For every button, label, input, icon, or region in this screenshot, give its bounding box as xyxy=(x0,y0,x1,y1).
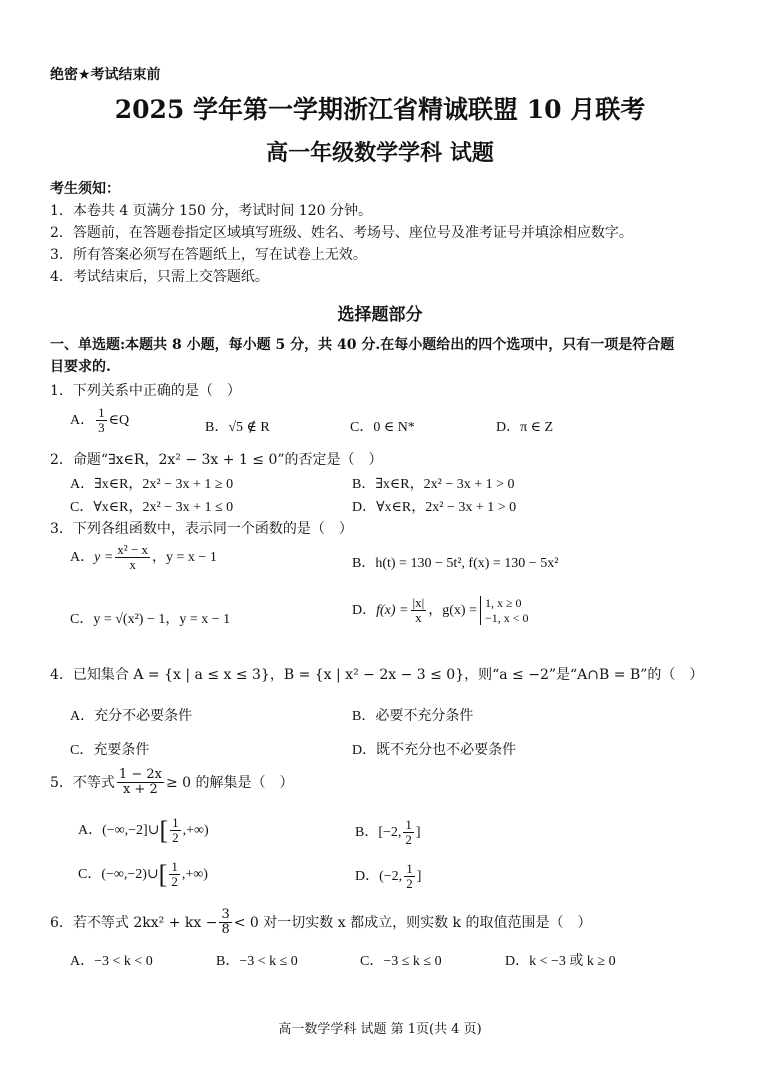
exam-subtitle: 高一年级数学学科 试题 xyxy=(266,140,494,166)
piecewise-cases: 1, x ≥ 0 −1, x < 0 xyxy=(480,596,529,625)
notice-heading: 考生须知： xyxy=(50,181,120,197)
question-2-option-a: A．∃x∈R，2x² − 3x + 1 ≥ 0 xyxy=(70,477,234,492)
question-1-option-b: B．√5 ∉ R xyxy=(205,420,270,435)
part-instructions-line2: 目要求的. xyxy=(50,359,111,375)
question-5-option-c: C．(−∞,−2)∪[ $\frac{1}{2}$ ,+∞) xyxy=(78,859,208,890)
notice-item: 3．所有答案必须写在答题纸上，写在试卷上无效。 xyxy=(50,247,367,263)
fraction: $\frac{|x|}{x}$ xyxy=(412,595,425,626)
fraction: $\frac{1}{3}$ xyxy=(98,405,105,436)
option-label: A． xyxy=(70,413,95,429)
fraction: $\frac{1}{2}$ xyxy=(406,861,413,892)
notice-item: 1．本卷共 4 页满分 150 分，考试时间 120 分钟。 xyxy=(50,203,372,219)
question-3-option-b: B．h(t) = 130 − 5t², f(x) = 130 − 5x² xyxy=(352,556,559,571)
exam-title: 2025 学年第一学期浙江省精诚联盟 10 月联考 xyxy=(114,95,646,124)
question-1-option-d: D．π ∈ Z xyxy=(496,420,554,435)
question-4-option-a: A．充分不必要条件 xyxy=(70,709,193,724)
question-3-option-c: C．y = √(x²) − 1，y = x − 1 xyxy=(70,612,231,627)
notice-item: 2．答题前，在答题卷指定区域填写班级、姓名、考场号、座位号及准考证号并填涂相应数字。 xyxy=(50,225,633,241)
notice-item: 4．考试结束后，只需上交答题纸。 xyxy=(50,269,269,285)
question-5-option-a: A．(−∞,−2]∪[ $\frac{1}{2}$ ,+∞) xyxy=(78,815,209,846)
page-footer: 高一数学学科 试题 第 1页(共 4 页) xyxy=(278,1022,482,1037)
question-6-stem: 6．若不等式 2kx² + kx − $\frac{3}{8}$ < 0 对一切实数 x 都成立，则实数 k 的取值范围是（ ） xyxy=(50,907,592,938)
fraction: $\frac{1}{2}$ xyxy=(172,815,179,846)
confidential-label: 绝密★考试结束前 xyxy=(50,67,161,83)
question-1-option-c: C．0 ∈ N* xyxy=(350,420,415,435)
fraction: $\frac{1}{2}$ xyxy=(171,859,178,890)
part-instructions-line1: 一、单选题:本题共 8 小题，每小题 5 分，共 40 分.在每小题给出的四个选项中，只有一项是符合题 xyxy=(50,337,675,353)
question-5-stem: 5．不等式 $\frac{1 - 2x}{x + 2}$ ≥ 0 的解集是（ ） xyxy=(50,767,294,798)
question-3-option-d: D．f(x) = $\frac{|x|}{x}$ ，g(x) = 1, x ≥ 0 −1, x < 0 xyxy=(352,595,529,626)
question-6-option-d: D．k < −3 或 k ≥ 0 xyxy=(505,954,616,969)
fraction: $\frac{3}{8}$ xyxy=(221,907,230,938)
question-6-option-a: A．−3 < k < 0 xyxy=(70,954,153,969)
question-4-option-b: B．必要不充分条件 xyxy=(352,709,474,724)
question-1-stem: 1．下列关系中正确的是（ ） xyxy=(50,383,241,399)
question-5-option-b: B．[−2, $\frac{1}{2}$ ] xyxy=(355,817,421,848)
question-2-stem: 2．命题“∃x∈R，2x² − 3x + 1 ≤ 0”的否定是（ ） xyxy=(50,452,383,468)
question-4-stem: 4．已知集合 A = {x | a ≤ x ≤ 3}，B = {x | x² − 2x − 3 ≤ 0}，则“a ≤ −2”是“A∩B = B”的（ ） xyxy=(50,667,704,683)
fraction: $\frac{1 - 2x}{x + 2}$ xyxy=(118,767,162,798)
question-2-option-d: D．∀x∈R，2x² − 3x + 1 > 0 xyxy=(352,500,517,515)
question-1-option-a: A． $\frac{1}{3}$ ∈Q xyxy=(70,405,130,436)
question-3-option-a: A．y = $\frac{\text{x² − x}}{x}$ ，y = x − 1 xyxy=(70,542,217,573)
fraction: $\frac{1}{2}$ xyxy=(405,817,412,848)
question-2-option-c: C．∀x∈R，2x² − 3x + 1 ≤ 0 xyxy=(70,500,234,515)
question-4-option-c: C．充要条件 xyxy=(70,743,150,758)
section-title: 选择题部分 xyxy=(337,305,423,325)
question-6-option-c: C．−3 ≤ k ≤ 0 xyxy=(360,954,442,969)
question-3-stem: 3．下列各组函数中，表示同一个函数的是（ ） xyxy=(50,521,353,537)
question-4-option-d: D．既不充分也不必要条件 xyxy=(352,743,517,758)
question-6-option-b: B．−3 < k ≤ 0 xyxy=(216,954,298,969)
fraction: $\frac{\text{x² − x}}{x}$ xyxy=(117,542,149,573)
question-5-option-d: D．(−2, $\frac{1}{2}$ ] xyxy=(355,861,422,892)
question-2-option-b: B．∃x∈R，2x² − 3x + 1 > 0 xyxy=(352,477,515,492)
